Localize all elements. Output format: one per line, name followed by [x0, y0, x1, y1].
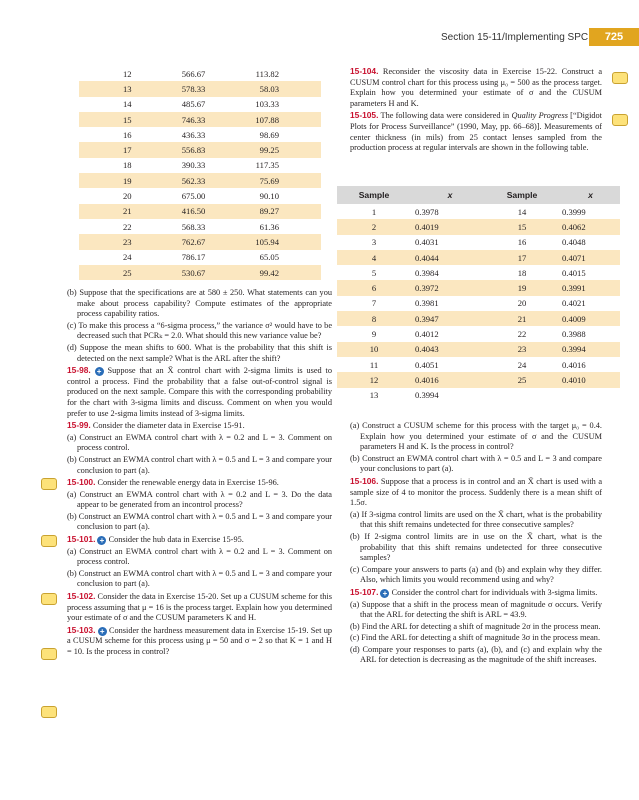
exercise-text: Consider the diameter data in Exercise 15-91. [92, 421, 245, 431]
part-b: (b) Construct an EWMA control chart with λ = 0.5 and L = 3 and compare your conclusions to part (a). [350, 453, 602, 474]
table-cell: 6 [337, 280, 411, 295]
data-file-icon [612, 114, 628, 126]
table-row [79, 250, 321, 265]
table-cell: 21 [79, 204, 163, 219]
table-cell: 530.67 [163, 265, 255, 280]
table-row [79, 234, 321, 249]
table-cell: 9 [371, 329, 377, 340]
lens-thickness-table [337, 186, 620, 403]
table-cell: 75.69 [255, 173, 321, 188]
table-cell [486, 388, 558, 403]
table-row [337, 311, 620, 326]
table-cell: 0.4051 [415, 359, 439, 370]
table-row [79, 127, 321, 142]
table-cell: 0.3947 [411, 311, 486, 326]
table-row [337, 219, 620, 234]
exercise-15-101 [67, 534, 332, 546]
part-b: (b) Construct an EWMA control chart with λ = 0.5 and L = 3 and compare your conclusion to part (a). [67, 568, 332, 589]
exercise-number: 15-102. [67, 591, 96, 602]
table-cell: 0.3994 [558, 342, 620, 357]
column-header: x [558, 186, 620, 204]
table-row [337, 357, 620, 372]
table-cell: 99.42 [255, 265, 321, 280]
table-cell: 485.67 [181, 99, 206, 110]
data-file-icon [41, 593, 57, 605]
table-cell [558, 388, 620, 403]
exercise-number: 15-103. [67, 624, 96, 635]
plus-icon: + [95, 367, 104, 376]
exercise-15-100 [67, 477, 332, 489]
exercise-number: 15-106. [350, 475, 379, 486]
table-cell: 19 [486, 280, 558, 295]
exercise-15-106 [350, 476, 602, 509]
part-c: (c) To make this process a “6-sigma process,” the variance σ² would have to be decreased such that PCRₖ = 2.0. What should this new variance value be? [67, 320, 332, 341]
table-cell: 107.88 [255, 112, 321, 127]
table-cell: 0.3978 [415, 206, 439, 217]
table-row [79, 204, 321, 219]
table-cell: 24 [123, 252, 132, 263]
column-header: x [411, 186, 486, 204]
data-file-icon [41, 478, 57, 490]
table-cell: 0.4048 [562, 237, 586, 248]
table-cell: 25 [486, 372, 558, 387]
exercise-text: [“Digidot Plots for Process Surveillance” (1990, May, pp. 66–68)]. Measurements of center thickness (in mils) from 25 contact lenses sampled from the production process at regular intervals are shown in the following table. [350, 111, 602, 153]
table-cell: 18 [517, 267, 527, 278]
exercise-text: Consider the hardness measurement data in Exercise 15-19. Set up a CUSUM scheme for this process using μ = 50 and σ = 2 so that K = 1 and H = 10. Is the process in control? [67, 625, 332, 656]
table-cell: 10 [337, 342, 411, 357]
table-cell: 18 [123, 160, 132, 171]
table-row [337, 372, 620, 387]
table-cell: 15 [486, 219, 558, 234]
table-cell: 24 [517, 359, 527, 370]
table-cell: 7 [371, 298, 377, 309]
table-cell: 13 [369, 390, 379, 401]
table-cell: 58.03 [255, 81, 321, 96]
table-cell: 20 [517, 298, 527, 309]
part-c: (c) Compare your answers to parts (a) and (b) and explain why they differ. Also, which limits you would recommend using and why? [350, 564, 602, 585]
part-b: (b) Suppose that the specifications are at 580 ± 250. What statements can you make about process capability? Compute estimates of the appropriate process capability ratios. [67, 288, 332, 319]
table-row [79, 265, 321, 280]
table-cell: 15 [79, 112, 163, 127]
table-row [79, 158, 321, 173]
table-cell: 103.33 [255, 99, 279, 110]
exercise-15-99 [67, 420, 332, 432]
exercise-15-102 [67, 591, 332, 624]
table-cell: 98.69 [259, 129, 279, 140]
table-cell: 1 [371, 206, 377, 217]
table-cell: 0.4016 [411, 372, 486, 387]
part-d: (d) Compare your responses to parts (a), (b), and (c) and explain why the ARL for detection is decreasing as the magnitude of the shift increases. [350, 644, 602, 665]
table-cell: 390.33 [181, 160, 206, 171]
plus-icon: + [380, 589, 389, 598]
exercise-text: Consider the data in Exercise 15-20. Set up a CUSUM scheme for this process assuming that μ = 16 is the process target. Explain how you determined your estimate of σ and the CUSUM parameters K and H. [67, 592, 332, 623]
table-cell: 20 [123, 191, 132, 202]
table-cell: 90.10 [259, 191, 279, 202]
table-cell: 22 [517, 329, 527, 340]
table-row [337, 235, 620, 250]
table-cell: 0.4071 [558, 250, 620, 265]
exercise-15-103 [67, 625, 332, 658]
part-b: (b) Construct an EWMA control chart with λ = 0.5 and L = 3 and compare your conclusion to part (a). [67, 511, 332, 532]
table-cell: 0.4031 [415, 237, 439, 248]
table-cell: 436.33 [181, 129, 206, 140]
table-cell: 117.35 [255, 160, 279, 171]
table-cell: 568.33 [181, 221, 206, 232]
page-number: 725 [589, 28, 639, 46]
part-a: (a) Suppose that a shift in the process mean of magnitude σ occurs. Verify that the ARL for detecting the shift is ARL = 43.9. [350, 599, 602, 620]
table-cell: 556.83 [163, 142, 255, 157]
table-cell: 675.00 [181, 191, 206, 202]
table-cell: 0.3988 [562, 329, 586, 340]
table-cell: 0.3972 [411, 280, 486, 295]
exercise-text: The following data were considered in [380, 111, 512, 121]
table-cell: 0.4009 [558, 311, 620, 326]
table-cell: 12 [123, 68, 132, 79]
table-cell: 105.94 [255, 234, 321, 249]
table-cell: 13 [79, 81, 163, 96]
table-row [337, 250, 620, 265]
exercise-number: 15-101. [67, 534, 96, 545]
table-row [79, 142, 321, 157]
exercise-number: 15-98. [67, 365, 91, 376]
exercise-15-98 [67, 365, 332, 419]
table-cell: 19 [79, 173, 163, 188]
table-cell: 0.3981 [415, 298, 439, 309]
table-row [337, 388, 620, 403]
table-row [337, 204, 620, 219]
part-a: (a) Construct an EWMA control chart with λ = 0.2 and L = 3. Comment on process control. [67, 432, 332, 453]
table-cell: 0.4012 [415, 329, 439, 340]
table-row [79, 66, 321, 81]
table-row [337, 280, 620, 295]
part-d: (d) Suppose the mean shifts to 600. What is the probability that this shift is detected on the next sample? What is the ARL after the shift? [67, 342, 332, 363]
table-cell: 16 [123, 129, 132, 140]
table-cell: 2 [337, 219, 411, 234]
right-column-bottom [350, 421, 602, 667]
right-column-top [350, 66, 602, 155]
exercise-number: 15-100. [67, 477, 96, 488]
exercise-number: 15-105. [350, 110, 379, 121]
table-cell: 21 [486, 311, 558, 326]
table-cell: 0.4044 [411, 250, 486, 265]
table-cell: 562.33 [163, 173, 255, 188]
part-a: (a) Construct an EWMA control chart with λ = 0.2 and L = 3. Comment on process control. [67, 546, 332, 567]
table-header-row [337, 186, 620, 204]
exercise-15-107 [350, 587, 602, 599]
table-cell: 23 [486, 342, 558, 357]
table-row [79, 219, 321, 234]
table-cell: 0.3994 [415, 390, 439, 401]
table-cell: 0.3991 [558, 280, 620, 295]
exercise-text: Consider the control chart for individuals with 3-sigma limits. [391, 587, 598, 597]
table-cell: 14 [123, 99, 132, 110]
part-b: (b) Construct an EWMA control chart with λ = 0.5 and L = 3 and compare your conclusion to part (a). [67, 454, 332, 475]
data-file-icon [41, 706, 57, 718]
part-b: (b) Find the ARL for detecting a shift of magnitude 2σ in the process mean. [350, 621, 601, 631]
table-row [79, 112, 321, 127]
table-cell: 17 [79, 142, 163, 157]
exercise-number: 15-104. [350, 66, 379, 76]
exercise-text: Suppose that a process is in control and an X̄ chart is used with a sample size of 4 to monitor the process. Suddenly there is a mean shift of 1.5σ. [350, 476, 602, 508]
exercise-15-105 [350, 110, 602, 153]
table-cell: 89.27 [255, 204, 321, 219]
exercise-text: Consider the renewable energy data in Exercise 15-96. [97, 478, 279, 488]
part-b: (b) If 2-sigma control limits are in use on the X̄ chart, what is the probability that this shift remains undetected for three consecutive samples? [350, 531, 602, 563]
table-cell: 14 [517, 206, 527, 217]
exercise-number: 15-107. [350, 586, 379, 597]
table-cell: 23 [79, 234, 163, 249]
table-cell: 8 [337, 311, 411, 326]
table-cell: 12 [337, 372, 411, 387]
exercise-text: Reconsider the viscosity data in Exercise 15-22. Construct a CUSUM control chart for this process using μ₀ = 500 as the process target. Explain how you determined your estimate of σ and the CUSUM parameters H and K. [350, 67, 603, 108]
table-cell: 786.17 [181, 252, 206, 263]
data-file-icon [41, 648, 57, 660]
table-cell: 0.4043 [411, 342, 486, 357]
column-header: Sample [337, 186, 411, 204]
table-cell: 3 [371, 237, 377, 248]
table-row [79, 81, 321, 96]
part-a: (a) Construct an EWMA control chart with λ = 0.2 and L = 3. Do the data appear to be generated from an incontrol process? [67, 489, 332, 510]
table-cell: 4 [337, 250, 411, 265]
part-a: (a) If 3-sigma control limits are used on the X̄ chart, what is the probability that this shift remains undetected for three consecutive samples? [350, 509, 602, 530]
table-row [337, 265, 620, 280]
column-header: Sample [486, 186, 558, 204]
exercise-text: Consider the hub data in Exercise 15-95. [108, 535, 244, 545]
data-file-icon [41, 535, 57, 547]
table-cell: 113.82 [255, 68, 279, 79]
table-cell: 16 [517, 237, 527, 248]
part-a: (a) Construct a CUSUM scheme for this process with the target μ₀ = 0.4. Explain how you determined your estimate of σ and the CUSUM parameters H and K. Is the process in control? [350, 421, 602, 452]
data-table-continued [79, 66, 321, 280]
table-row [79, 97, 321, 112]
left-column [67, 288, 332, 659]
table-cell: 0.4010 [558, 372, 620, 387]
table-cell: 65.05 [259, 252, 279, 263]
table-row [337, 326, 620, 341]
table-cell: 0.4021 [562, 298, 586, 309]
table-cell: 0.4019 [411, 219, 486, 234]
table-cell: 0.3984 [415, 267, 439, 278]
table-cell: 0.4015 [562, 267, 586, 278]
running-header: Section 15-11/Implementing SPC [441, 32, 589, 43]
table-row [337, 342, 620, 357]
table-row [79, 188, 321, 203]
exercise-text: Suppose that an X̄ control chart with 2-sigma limits is used to control a process. Find the probability that a false out-of-control signal is produced on the next sample. Compare this with the corresponding probability for the chart with 3-sigma limits and discuss. Comment on when you would prefer to use 2-sigma limits instead of 3-sigma limits. [67, 366, 333, 418]
table-cell: 762.67 [163, 234, 255, 249]
table-cell: 22 [123, 221, 132, 232]
plus-icon: + [98, 627, 107, 636]
table-row [337, 296, 620, 311]
table-cell: 25 [79, 265, 163, 280]
part-c: (c) Find the ARL for detecting a shift of magnitude 3σ in the process mean. [350, 633, 601, 643]
table-cell: 99.25 [255, 142, 321, 157]
table-cell: 566.67 [181, 68, 206, 79]
table-cell: 11 [369, 359, 379, 370]
table-cell: 578.33 [163, 81, 255, 96]
table-cell: 17 [486, 250, 558, 265]
exercise-15-104 [350, 66, 602, 109]
table-row [79, 173, 321, 188]
table-cell: 5 [371, 267, 377, 278]
table-cell: 0.4062 [558, 219, 620, 234]
table-cell: 746.33 [163, 112, 255, 127]
data-file-icon [612, 72, 628, 84]
exercise-number: 15-99. [67, 420, 91, 431]
plus-icon: + [97, 536, 106, 545]
table-cell: 0.3999 [562, 206, 586, 217]
journal-title: Quality Progress [511, 111, 568, 121]
table-cell: 416.50 [163, 204, 255, 219]
table-cell: 0.4016 [562, 359, 586, 370]
table-cell: 61.36 [259, 221, 279, 232]
